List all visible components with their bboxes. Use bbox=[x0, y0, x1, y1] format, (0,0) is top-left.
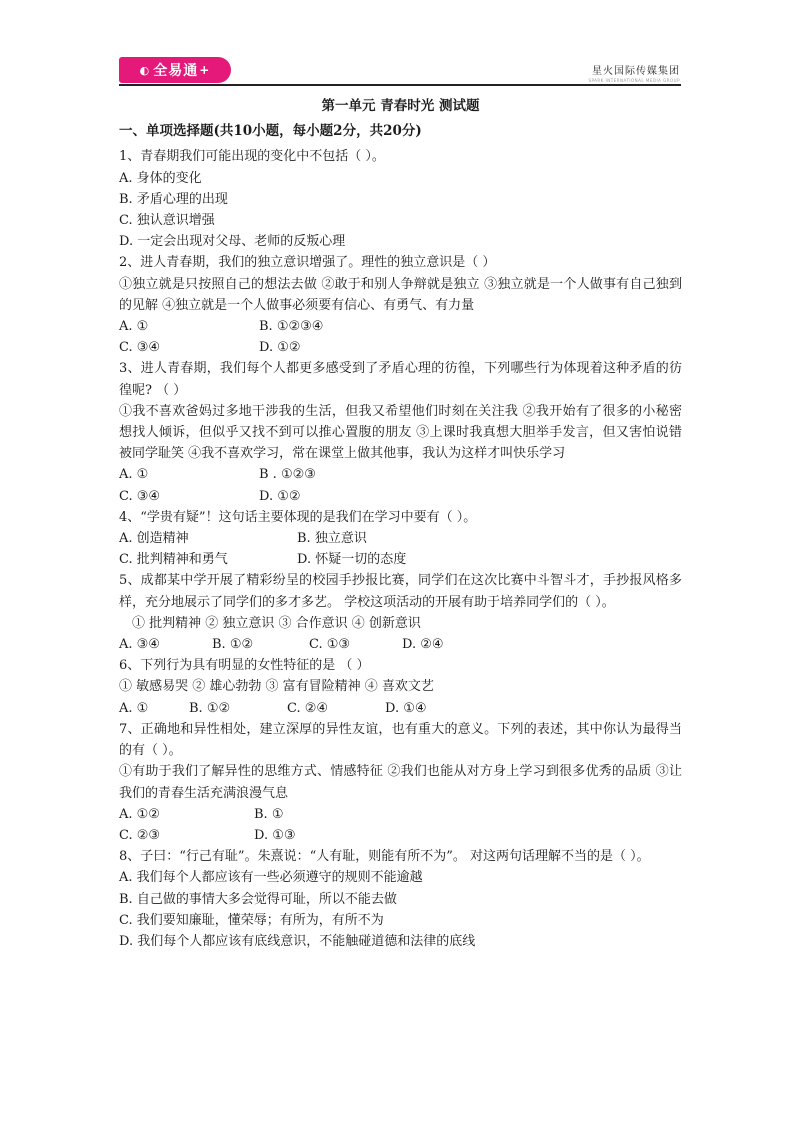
question-2-options-row-2 bbox=[119, 337, 682, 358]
question-6-option-a: A. ① bbox=[119, 700, 149, 716]
question-3-option-a: A. ① bbox=[119, 467, 149, 483]
question-8-option-d: D. 我们每个人都应该有底线意识，不能触碰道德和法律的底线 bbox=[119, 933, 476, 949]
page-title: 第一单元 青春时光 测试题 bbox=[321, 98, 480, 114]
question-5-option-a: A. ③④ bbox=[119, 637, 160, 653]
logo-mark-icon: ◐ bbox=[139, 63, 151, 77]
question-2-option-a: A. ① bbox=[119, 319, 149, 335]
question-2-option-d: D. ①② bbox=[259, 340, 301, 356]
question-4-option-c: C. 批判精神和勇气 bbox=[119, 552, 228, 568]
question-2-options-row-1 bbox=[119, 316, 682, 337]
plus-icon: + bbox=[199, 63, 211, 77]
question-1-option-d: D. 一定会出现对父母、老师的反叛心理 bbox=[119, 234, 346, 250]
question-7-options-row-1 bbox=[119, 804, 682, 825]
question-3-options-row-2 bbox=[119, 486, 682, 507]
question-2-option-b: B. ①②③④ bbox=[259, 319, 324, 335]
question-5-option-c: C. ①③ bbox=[309, 637, 351, 653]
question-5-options bbox=[119, 634, 682, 655]
question-6-options bbox=[119, 698, 682, 719]
question-1-option-c: C. 独认意识增强 bbox=[119, 213, 215, 229]
question-3-option-d: D. ①② bbox=[259, 488, 301, 504]
question-7-option-d: D. ①③ bbox=[254, 827, 296, 843]
question-8-option-a: A. 我们每个人都应该有一些必须遵守的规则不能逾越 bbox=[119, 870, 423, 886]
question-2-option-c: C. ③④ bbox=[119, 340, 161, 356]
question-1-option-b: B. 矛盾心理的出现 bbox=[119, 191, 228, 207]
question-3-options-row-1 bbox=[119, 464, 682, 485]
question-7-option-a: A. ①② bbox=[119, 806, 160, 822]
question-4-options-row-2 bbox=[119, 549, 682, 570]
question-4-options-row-1 bbox=[119, 528, 682, 549]
question-5-items: ① 批判精神 ② 独立意识 ③ 合作意识 ④ 创新意识 bbox=[132, 615, 421, 631]
question-4-option-a: A. 创造精神 bbox=[119, 531, 189, 547]
question-5-option-b: B. ①② bbox=[212, 637, 254, 653]
question-6-option-b: B. ①② bbox=[189, 700, 231, 716]
question-8-option-c: C. 我们要知廉耻，懂荣辱；有所为，有所不为 bbox=[119, 912, 384, 928]
question-6-items: ① 敏感易哭 ② 雄心勃勃 ③ 富有冒险精神 ④ 喜欢文艺 bbox=[119, 679, 434, 695]
question-7-option-c: C. ②③ bbox=[119, 827, 161, 843]
question-7-stem: 7、正确地和异性相处，建立深厚的异性友谊，也有重大的意义。下列的表述，其中你认为最得当的有（ ）。 bbox=[119, 721, 682, 759]
question-8-option-b: B. 自己做的事情大多会觉得可耻，所以不能去做 bbox=[119, 891, 397, 907]
question-4-option-b: B. 独立意识 bbox=[297, 531, 367, 547]
publisher-name: 星火国际传媒集团 bbox=[592, 66, 680, 77]
question-1-stem: 1、青春期我们可能出现的变化中不包括（ ）。 bbox=[119, 149, 385, 165]
question-5-option-d: D. ②④ bbox=[402, 637, 444, 653]
publisher-brand bbox=[588, 62, 680, 83]
question-3-items: ①我不喜欢爸妈过多地干涉我的生活，但我又希望他们时刻在关注我 ②我开始有了很多的小秘密想找人倾诉，但似乎又找不到可以推心置腹的朋友 ③上课时我真想大胆举手发言，但又害怕说错被同学耻笑 ④我不喜欢学习，常在课堂上做其他事，我认为这样才叫快乐学习 bbox=[119, 403, 682, 462]
logo-text: 全易通 bbox=[153, 63, 199, 79]
question-3-option-b: B . ①②③ bbox=[259, 467, 316, 483]
question-4-stem: 4、“学贵有疑”！这句话主要体现的是我们在学习中要有（ ）。 bbox=[119, 509, 477, 525]
section-heading: 一、单项选择题(共10小题，每小题2分，共20分) bbox=[119, 123, 422, 140]
question-3-stem: 3、进人青春期，我们每个人都更多感受到了矛盾心理的彷徨，下列哪些行为体现着这种矛盾的彷徨呢? （ ） bbox=[119, 361, 682, 398]
exam-content bbox=[119, 96, 682, 952]
question-7-options-row-2 bbox=[119, 825, 682, 846]
question-3-option-c: C. ③④ bbox=[119, 488, 161, 504]
question-8-stem: 8、子曰：“行己有耻”。朱熹说：“人有耻，则能有所不为”。 对这两句话理解不当的是（ ）。 bbox=[119, 849, 650, 865]
question-6-option-c: C. ②④ bbox=[287, 700, 329, 716]
question-5-stem: 5、成都某中学开展了精彩纷呈的校园手抄报比赛，同学们在这次比赛中斗智斗才，手抄报风格多样，充分地展示了同学们的多才多艺。 学校这项活动的开展有助于培养同学们的（ ）。 bbox=[119, 573, 682, 610]
question-7-option-b: B. ① bbox=[254, 806, 284, 822]
brand-logo bbox=[119, 57, 231, 83]
publisher-subtitle: SPARK INTERNATIONAL MEDIA GROUP bbox=[588, 78, 680, 83]
page-header bbox=[0, 0, 800, 90]
question-6-stem: 6、下列行为具有明显的女性特征的是 （ ） bbox=[119, 658, 370, 674]
question-4-option-d: D. 怀疑一切的态度 bbox=[297, 552, 407, 568]
question-7-items: ①有助于我们了解异性的思维方式、情感特征 ②我们也能从对方身上学习到很多优秀的品质 ③让我们的青春生活充满浪漫气息 bbox=[119, 764, 682, 801]
question-2-items: ①独立就是只按照自己的想法去做 ②敢于和别人争辩就是独立 ③独立就是一个人做事有自己独到的见解 ④独立就是一个人做事必须要有信心、有勇气、有力量 bbox=[119, 276, 682, 313]
question-1-option-a: A. 身体的变化 bbox=[119, 170, 202, 186]
question-6-option-d: D. ①④ bbox=[385, 700, 427, 716]
question-2-stem: 2、进人青春期，我们的独立意识增强了。理性的独立意识是（ ） bbox=[119, 255, 496, 271]
header-divider bbox=[119, 84, 681, 86]
